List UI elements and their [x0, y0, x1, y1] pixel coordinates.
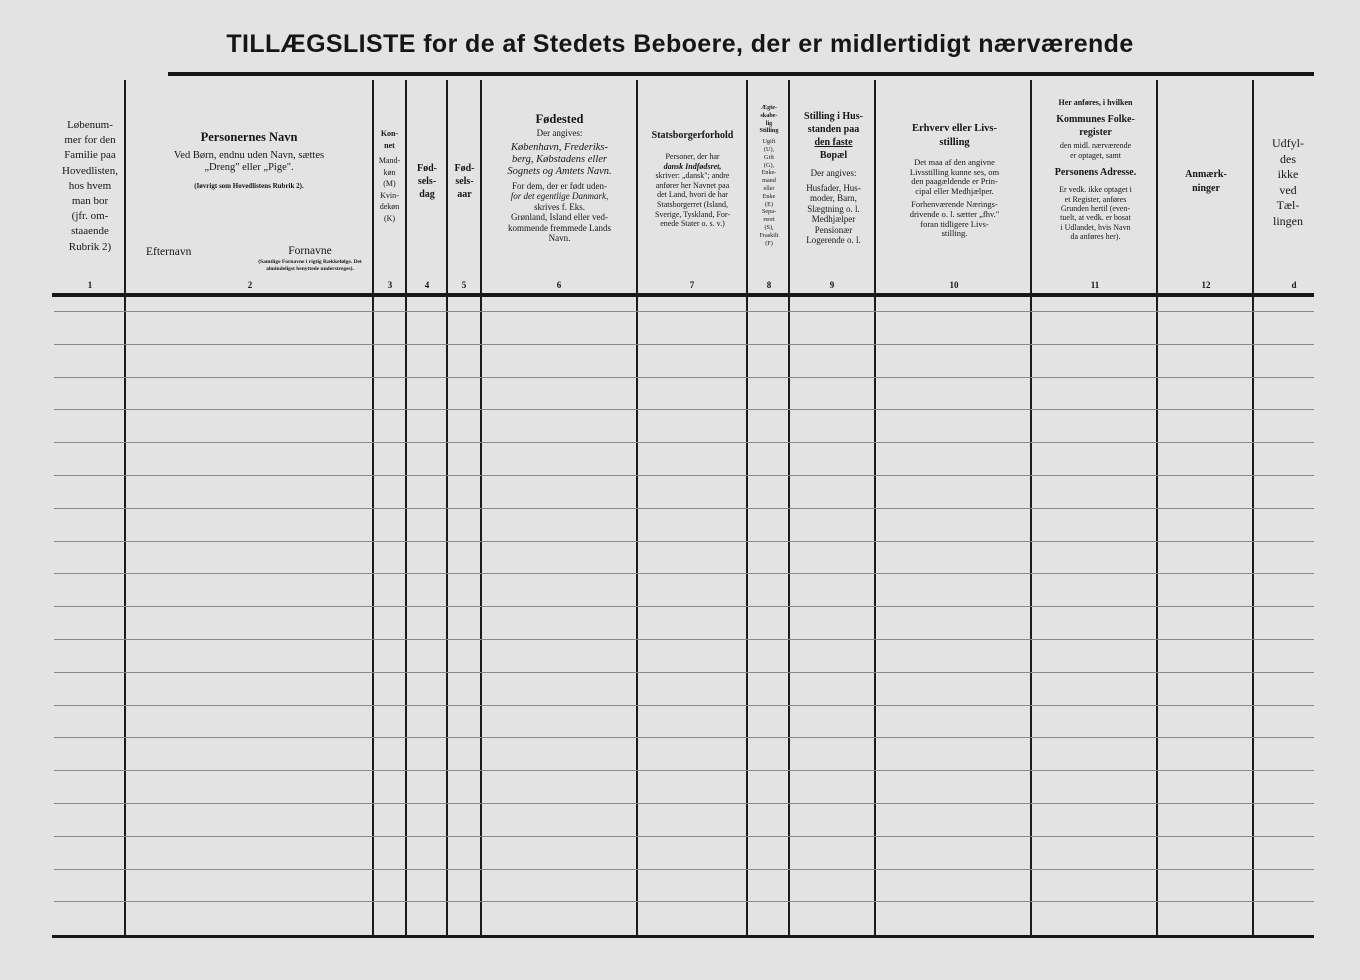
col1-line: Rubrik 2)	[68, 240, 112, 253]
col6-header	[482, 112, 637, 308]
col9-line: Logerende o. l.	[806, 235, 861, 245]
entry-row-line	[54, 672, 1314, 673]
col8-line: (S),	[764, 223, 774, 231]
col11-line: Er vedk. ikke optaget i	[1059, 185, 1132, 195]
col1-number: 1	[87, 280, 93, 290]
col6-line: For dem, der er født uden-	[512, 180, 607, 191]
col8-line: (G),	[763, 161, 775, 169]
col10-line: foran tidligere Livs-	[920, 218, 989, 229]
col9-number: 9	[829, 280, 835, 290]
col2-text: Ved Børn, endnu uden Navn, sættes	[173, 150, 325, 161]
col11-line: Grunden hertil (even-	[1060, 204, 1131, 214]
col11-line: den midl. nærværende	[1059, 141, 1132, 151]
col1-line: Hovedlisten,	[62, 164, 118, 177]
col7-line: Sverige, Tyskland, For-	[654, 209, 731, 219]
entry-row-line	[54, 311, 1314, 312]
entry-row-line	[54, 508, 1314, 509]
top-rule	[168, 72, 1314, 76]
col8-line: mand	[762, 177, 776, 185]
col7-heading: Statsborgerforhold	[651, 130, 734, 141]
col5-line: sels-	[455, 176, 474, 187]
header-bottom-rule	[52, 293, 1314, 297]
col9-heading: Bopæl	[819, 150, 848, 161]
col1-line: (jfr. om-	[71, 210, 109, 223]
column-divider	[1030, 80, 1032, 938]
col6-line: København, Frederiks-	[510, 141, 608, 153]
col1-line: Løbenum-	[67, 119, 113, 131]
col9-line: moder, Barn,	[810, 193, 857, 203]
col5-header	[448, 162, 481, 358]
col6-line: Grønland, Island eller ved-	[511, 212, 608, 222]
col10-heading: stilling	[939, 137, 970, 148]
entry-row-line	[54, 770, 1314, 771]
col8-line: Gift	[764, 153, 774, 161]
col5-line: aar	[457, 189, 472, 200]
col3-line: dekøn	[379, 202, 400, 211]
col11-heading2: Personens Adresse.	[1054, 167, 1137, 179]
col7-line: det Land, hvori de har	[657, 190, 728, 200]
col8-line: reret	[763, 216, 775, 224]
col8-line: Ægte-	[760, 104, 778, 111]
col8-line: eller	[763, 184, 775, 192]
col8-line: Ugift	[762, 138, 776, 146]
col3-number: 3	[387, 280, 393, 290]
col10-line: Forhenværende Nærings-	[911, 199, 998, 210]
col3-line: (K)	[383, 213, 396, 223]
col6-line: Sognets og Amtets Navn.	[507, 165, 612, 177]
col10-line: Det maa af den angivne	[914, 157, 995, 167]
col1-line: Familie paa	[64, 149, 116, 162]
col6-line: Der angives:	[536, 128, 583, 138]
col9-heading: Stilling i Hus-	[804, 111, 863, 122]
column-divider	[480, 80, 482, 938]
col12-number: 12	[1201, 280, 1211, 290]
column-divider	[1252, 80, 1254, 938]
col9-header	[791, 110, 876, 306]
col6-line: skrives f. Eks.	[534, 201, 585, 212]
col4-line: sels-	[417, 176, 437, 187]
entry-row-line	[54, 475, 1314, 476]
col11-line: da anføres her).	[1070, 232, 1121, 242]
col11-heading: Kommunes Folke-	[1056, 114, 1135, 126]
col1-line: mer for den	[64, 134, 116, 147]
cold-line: lingen	[1273, 213, 1303, 228]
entry-row-line	[54, 803, 1314, 804]
col2-heading: Personernes Navn	[200, 130, 298, 144]
col9-line: Pensionær	[814, 224, 853, 235]
col2-fornavne: Fornavne	[288, 245, 332, 257]
col9-line: Medhjælper	[811, 214, 856, 224]
col12-line: ninger	[1192, 183, 1220, 194]
col6-line: for det egentlige Danmark,	[510, 191, 609, 201]
col10-line: Livsstilling kunne ses, om	[909, 166, 1000, 177]
col9-heading: den faste	[814, 137, 853, 148]
entry-row-line	[54, 409, 1314, 410]
col8-line: lig	[765, 119, 773, 127]
col2-efternavn: Efternavn	[146, 246, 192, 258]
cold-line: Udfyl-	[1272, 136, 1304, 150]
col7-line: enede Stater o. s. v.)	[660, 219, 725, 229]
col4-number: 4	[424, 280, 430, 290]
cold-line: ikke	[1277, 167, 1299, 181]
col3-line: net	[384, 140, 395, 150]
entry-row-line	[54, 737, 1314, 738]
col11-line: et Register, anføres	[1064, 194, 1127, 204]
col3-line: Kon-	[380, 129, 399, 138]
entry-row-line	[54, 606, 1314, 607]
col9-heading: standen paa	[807, 124, 860, 135]
entry-row-line	[54, 869, 1314, 870]
col5-number: 5	[461, 280, 467, 290]
col7-line: Personer, der har	[665, 152, 720, 161]
col2-note: (Iøvrigt som Hovedlistens Rubrik 2).	[194, 182, 304, 190]
col9-line: Husfader, Hus-	[806, 182, 861, 193]
col6-line: berg, Købstadens eller	[512, 153, 607, 165]
col3-line: køn	[383, 167, 396, 177]
col11-line: i Udlandet, hvis Navn	[1060, 222, 1131, 232]
column-divider	[124, 80, 126, 938]
form-title: TILLÆGSLISTE for de af Stedets Beboere, der er midlertidigt nærværende	[226, 30, 1134, 58]
col11-line: tuelt, at vedk. er bosat	[1060, 213, 1131, 223]
entry-row-line	[54, 541, 1314, 542]
col11-line: er optaget, samt	[1070, 150, 1121, 160]
column-divider	[405, 80, 407, 938]
cold-number: d	[1291, 280, 1297, 290]
column-divider	[746, 80, 748, 938]
col8-line: skabe-	[760, 111, 778, 119]
col8-line: (U),	[763, 145, 775, 153]
col6-line: Navn.	[548, 233, 571, 243]
col2-number: 2	[247, 280, 253, 290]
col2-fornavne-note: (Samtlige Fornavne i rigtig Rækkefølge. Det almindeligst benyttede understreges).	[258, 259, 362, 272]
col7-line: dansk Indfødsret,	[663, 161, 722, 171]
col8-line: Fraskilt	[759, 231, 779, 239]
col4-header	[407, 162, 447, 358]
col8-header	[748, 104, 790, 300]
col9-line: Der angives:	[810, 168, 857, 178]
col11-number: 11	[1090, 280, 1100, 290]
col9-line: Slægtning o. l.	[807, 203, 860, 214]
column-divider	[446, 80, 448, 938]
entry-row-line	[54, 442, 1314, 443]
cold-line: Tæl-	[1276, 198, 1300, 212]
col8-line: (E)	[765, 200, 773, 208]
col8-line: Enke-	[761, 169, 777, 177]
col11-top: Her anføres, i hvilken	[1058, 98, 1133, 107]
col4-line: Fød-	[417, 163, 437, 174]
column-divider	[1156, 80, 1158, 938]
column-divider	[788, 80, 790, 938]
col12-header	[1159, 168, 1253, 364]
column-divider	[636, 80, 638, 938]
col10-heading: Erhverv eller Livs-	[912, 123, 997, 134]
col8-line: Enke	[762, 192, 776, 200]
cold-line: ved	[1279, 182, 1297, 197]
col6-number: 6	[556, 280, 562, 290]
column-divider	[372, 80, 374, 938]
col10-line: den paagældende er Prin-	[911, 176, 998, 187]
col8-number: 8	[766, 280, 772, 290]
col8-line: Sepa-	[761, 208, 777, 216]
col10-line: cipal eller Medhjælper.	[915, 185, 994, 196]
bottom-rule	[52, 935, 1314, 938]
col10-line: drivende o. l. sætter „fhv."	[909, 208, 1000, 219]
col7-number: 7	[689, 280, 695, 290]
entry-row-line	[54, 573, 1314, 574]
col1-line: hos hvem	[68, 179, 112, 192]
cold-line: des	[1280, 151, 1296, 166]
col1-line: man bor	[71, 195, 109, 208]
col2-text: „Dreng" eller „Pige".	[204, 162, 294, 173]
cold-header	[1256, 136, 1320, 332]
entry-row-line	[54, 639, 1314, 640]
col7-line: anfører her Navnet paa	[655, 180, 730, 190]
col3-line: Mand-	[378, 156, 401, 165]
col10-number: 10	[949, 280, 959, 290]
entry-row-line	[54, 344, 1314, 345]
column-divider	[874, 80, 876, 938]
col7-line: Statsborgerret (Island,	[657, 199, 728, 209]
col3-line: (M)	[383, 179, 396, 188]
col1-line: staaende	[71, 225, 109, 238]
col7-line: skriver: „dansk"; andre	[655, 171, 730, 181]
col8-line: Stilling	[759, 127, 779, 135]
col6-line: kommende fremmede Lands	[508, 222, 611, 233]
col4-line: dag	[419, 189, 435, 200]
entry-row-line	[54, 836, 1314, 837]
entry-row-line	[54, 901, 1314, 902]
col8-line: (F)	[765, 239, 773, 247]
entry-row-line	[54, 377, 1314, 378]
col11-header	[1033, 98, 1158, 294]
col11-heading: register	[1079, 127, 1112, 139]
col10-line: stilling.	[941, 228, 968, 239]
entry-row-line	[54, 705, 1314, 706]
col3-line: Kvin-	[380, 190, 399, 200]
col5-line: Fød-	[454, 163, 475, 174]
col6-heading: Fødested	[535, 112, 584, 126]
col12-line: Anmærk-	[1185, 169, 1227, 180]
